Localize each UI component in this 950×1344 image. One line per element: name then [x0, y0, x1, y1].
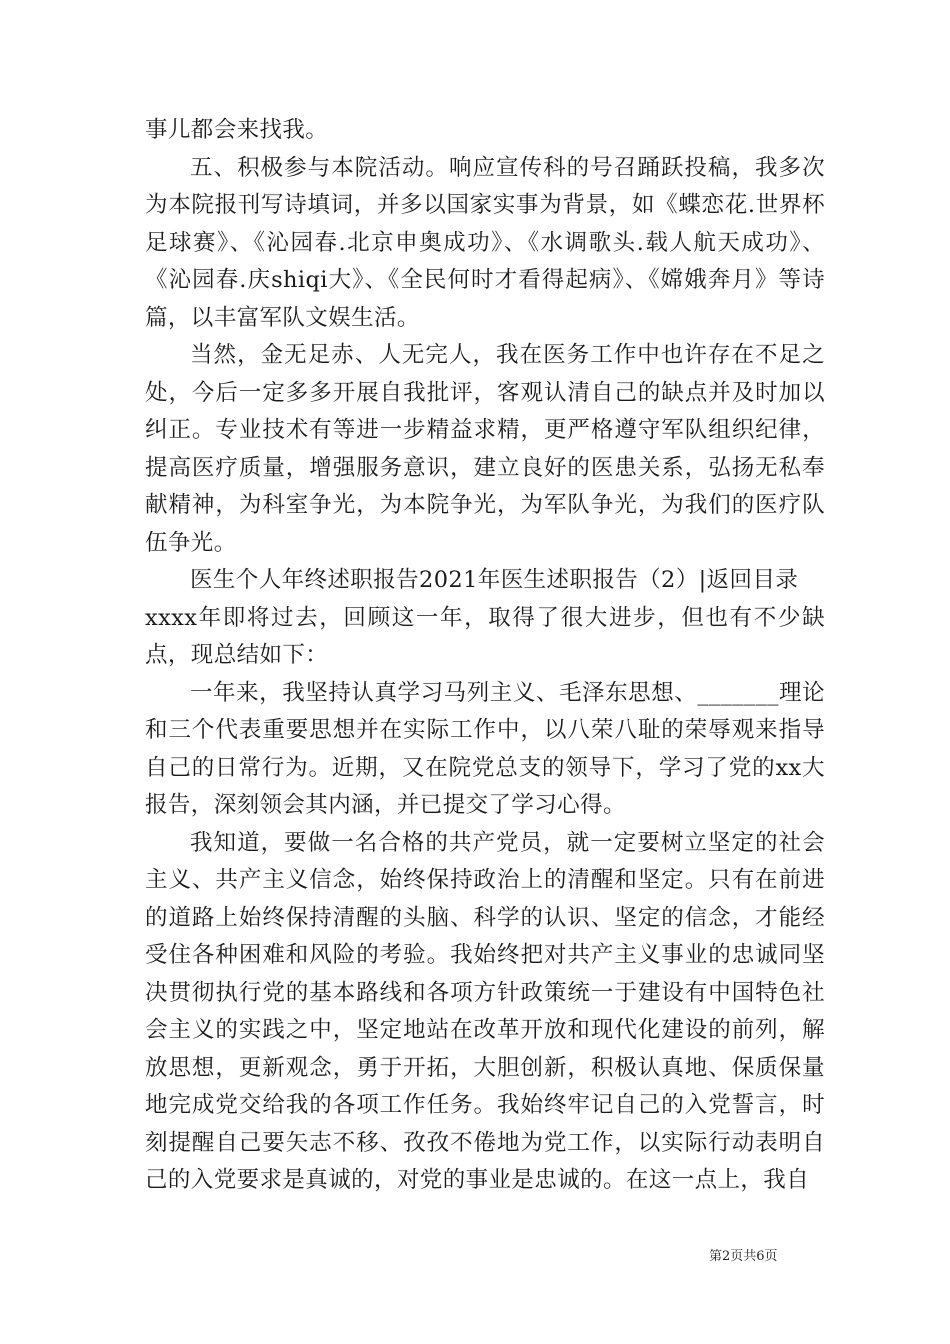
- paragraph-continuation: 事儿都会来找我。: [145, 117, 329, 143]
- paragraph-self-criticism: 当然，金无足赤、人无完人，我在医务工作中也许存在不足之处，今后一定多多开展自我批评，客观认清自己的缺点并及时加以纠正。专业技术有等进一步精益求精，更严格遵守军队组织纪律，提高医疗质量，增强服务意识，建立良好的医患关系，弘扬无私奉献精神，为科室争光，为本院争光，为军队争光，为我们的医疗队伍争光。: [145, 342, 825, 556]
- paragraph-activities: 五、积极参与本院活动。响应宣传科的号召踊跃投稿，我多次为本院报刊写诗填词，并多以国家实事为背景，如《蝶恋花.世界杯足球赛》、《沁园春.北京申奥成功》、《水调歌头.载人航天成功》、《沁园春.庆shiqi大》、《全民何时才看得起病》、《嫦娥奔月》等诗篇，以丰富军队文娱生活。: [145, 154, 825, 331]
- section-heading-link[interactable]: 医生个人年终述职报告2021年医生述职报告（2）|返回目录: [190, 567, 799, 593]
- paragraph-study: 一年来，我坚持认真学习马列主义、毛泽东思想、_______理论和三个代表重要思想并在实际工作中，以八荣八耻的荣辱观来指导自己的日常行为。近期，又在院党总支的领导下，学习了党的xx大报告，深刻领会其内涵，并已提交了学习心得。: [145, 679, 825, 818]
- page-number: 第2页共6页: [709, 1249, 778, 1264]
- paragraph-party-member: 我知道，要做一名合格的共产党员，就一定要树立坚定的社会主义、共产主义信念，始终保持政治上的清醒和坚定。只有在前进的道路上始终保持清醒的头脑、科学的认识、坚定的信念，才能经受住各种困难和风险的考验。我始终把对共产主义事业的忠诚同坚决贯彻执行党的基本路线和各项方针政策统一于建设有中国特色社会主义的实践之中，坚定地站在改革开放和现代化建设的前列，解放思想，更新观念，勇于开拓，大胆创新，积极认真地、保质保量地完成党交给我的各项工作任务。我始终牢记自己的入党誓言，时刻提醒自己要矢志不移、孜孜不倦地为党工作，以实际行动表明自己的入党要求是真诚的，对党的事业是忠诚的。在这一点上，我自: [145, 829, 825, 1193]
- paragraph-year-review: xxxx年即将过去，回顾这一年，取得了很大进步，但也有不少缺点，现总结如下：: [145, 604, 825, 668]
- document-body: [145, 112, 825, 1200]
